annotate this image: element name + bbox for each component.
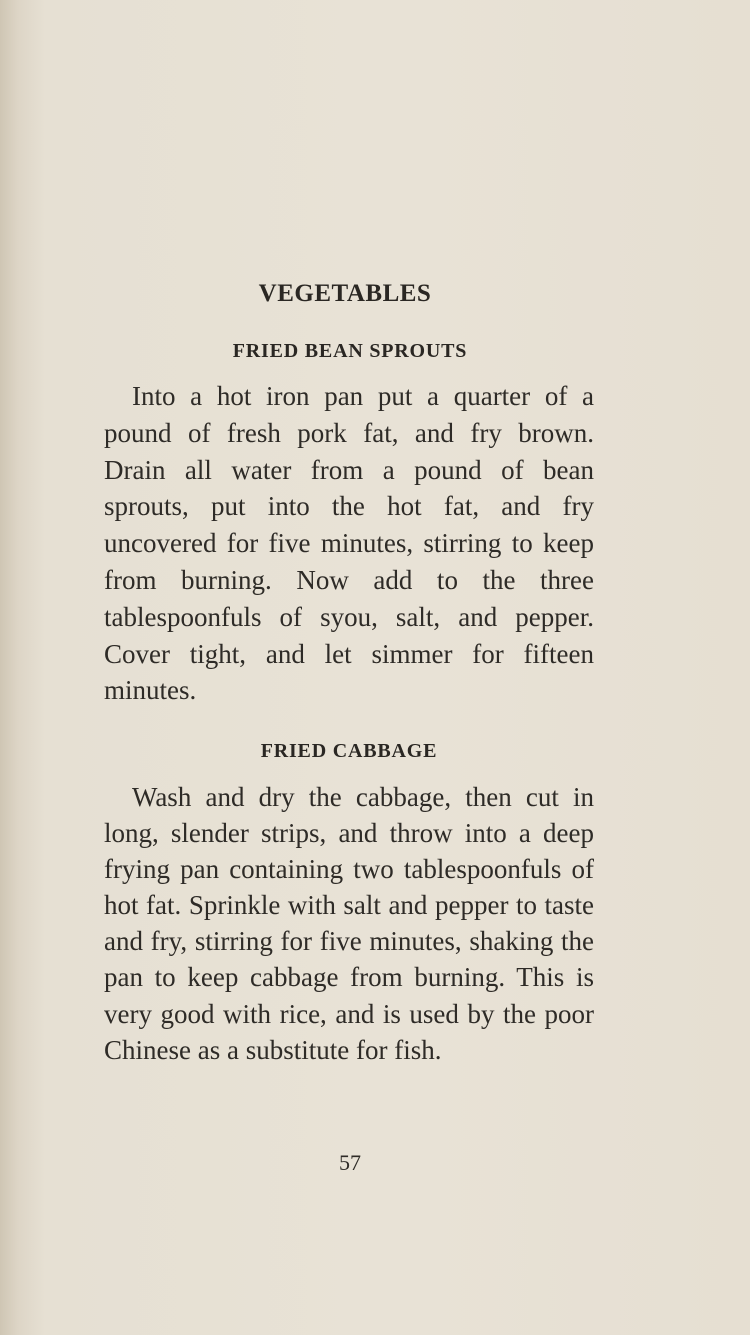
- page-number: 57: [339, 1150, 361, 1175]
- recipe-title-fried-bean-sprouts: FRIED BEAN SPROUTS: [232, 340, 468, 362]
- recipe-title-fried-cabbage: FRIED CABBAGE: [260, 740, 438, 762]
- recipe-body-fried-cabbage: Wash and dry the cabbage, then cut in long, slender strips, and throw into a deep frying pan containing two tablespoonfuls of hot fat. Sprinkle with salt and pepper to taste and fry, stirring for five minutes, shaking the pan to keep cabbage from burning. This is very good with rice, and is used by the poor Chinese as a substitute for fish.: [104, 782, 594, 1065]
- recipe-body-fried-bean-sprouts: Into a hot iron pan put a quarter of a pound of fresh pork fat, and fry brown. Drain all water from a pound of bean sprouts, put into the hot fat, and fry uncovered for five minutes, stirring to keep from burning. Now add to the three tablespoonfuls of syou, salt, and pepper. Cover tight, and let simmer for fifteen minutes.: [104, 381, 594, 706]
- section-title: VEGETABLES: [258, 280, 432, 307]
